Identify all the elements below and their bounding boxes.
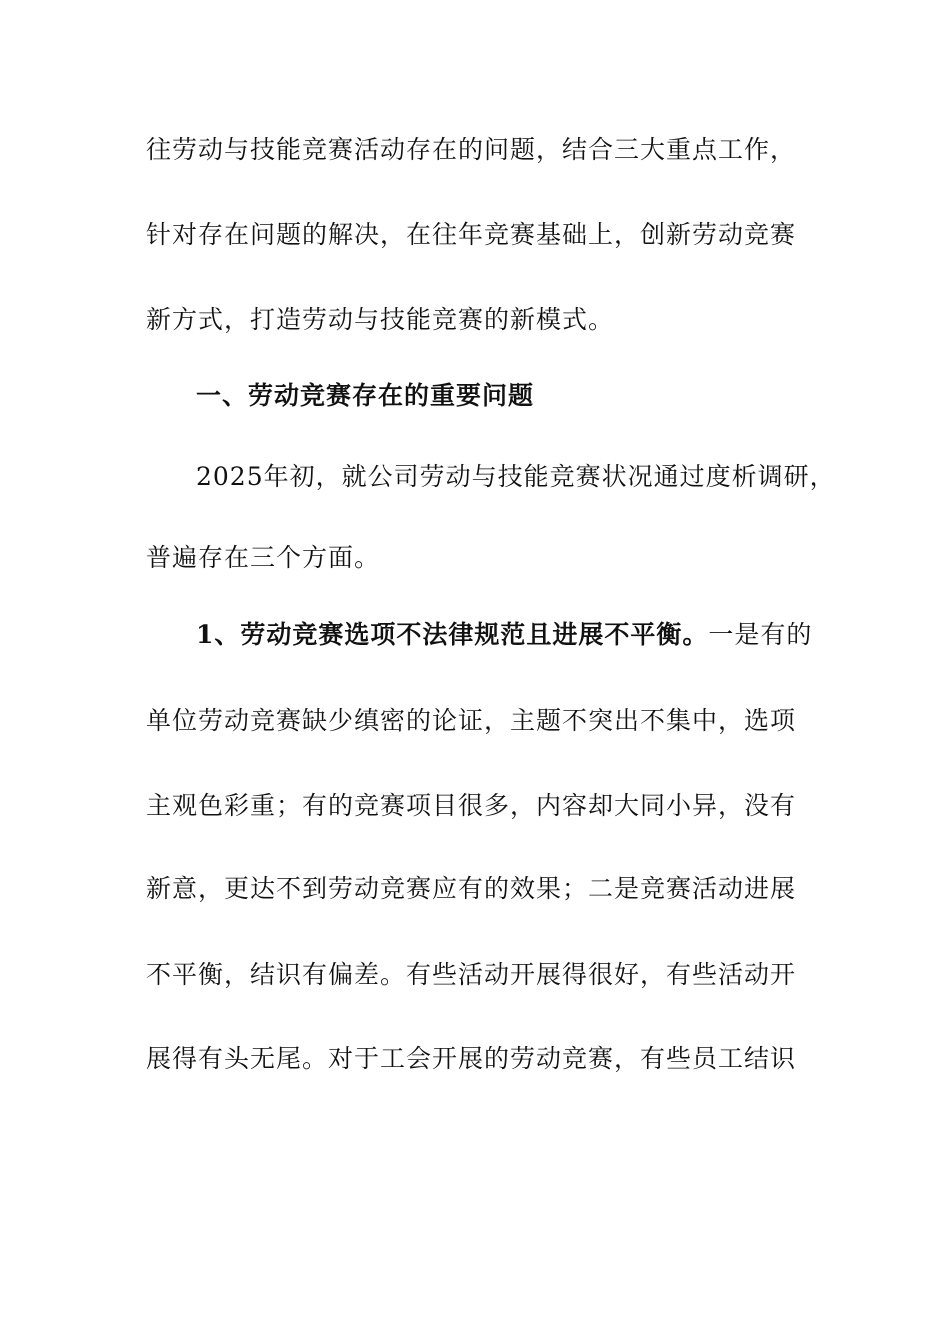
paragraph-line: 2025年初，就公司劳动与技能竞赛状况通过度析调研， bbox=[196, 462, 836, 491]
section-heading: 一、劳动竞赛存在的重要问题 bbox=[196, 381, 535, 410]
paragraph-line: 往劳动与技能竞赛活动存在的问题，结合三大重点工作， bbox=[146, 135, 797, 164]
paragraph-line: 主观色彩重；有的竞赛项目很多，内容却大同小异，没有 bbox=[146, 791, 797, 820]
subheading-line bbox=[196, 615, 816, 655]
subheading-normal: 一是有的 bbox=[708, 620, 813, 649]
paragraph-line: 单位劳动竞赛缺少缜密的论证，主题不突出不集中，选项 bbox=[146, 706, 797, 735]
paragraph-line: 展得有头无尾。对于工会开展的劳动竞赛，有些员工结识 bbox=[146, 1044, 797, 1073]
paragraph-line: 普遍存在三个方面。 bbox=[146, 543, 381, 572]
paragraph-line: 不平衡，结识有偏差。有些活动开展得很好，有些活动开 bbox=[146, 960, 797, 989]
paragraph-line: 新方式，打造劳动与技能竞赛的新模式。 bbox=[146, 305, 615, 334]
paragraph-line: 新意，更达不到劳动竞赛应有的效果；二是竞赛活动进展 bbox=[146, 874, 797, 903]
paragraph-line: 针对存在问题的解决，在往年竞赛基础上，创新劳动竞赛 bbox=[146, 220, 797, 249]
subheading-bold: 1、劳动竞赛选项不法律规范且进展不平衡。 bbox=[196, 620, 709, 649]
